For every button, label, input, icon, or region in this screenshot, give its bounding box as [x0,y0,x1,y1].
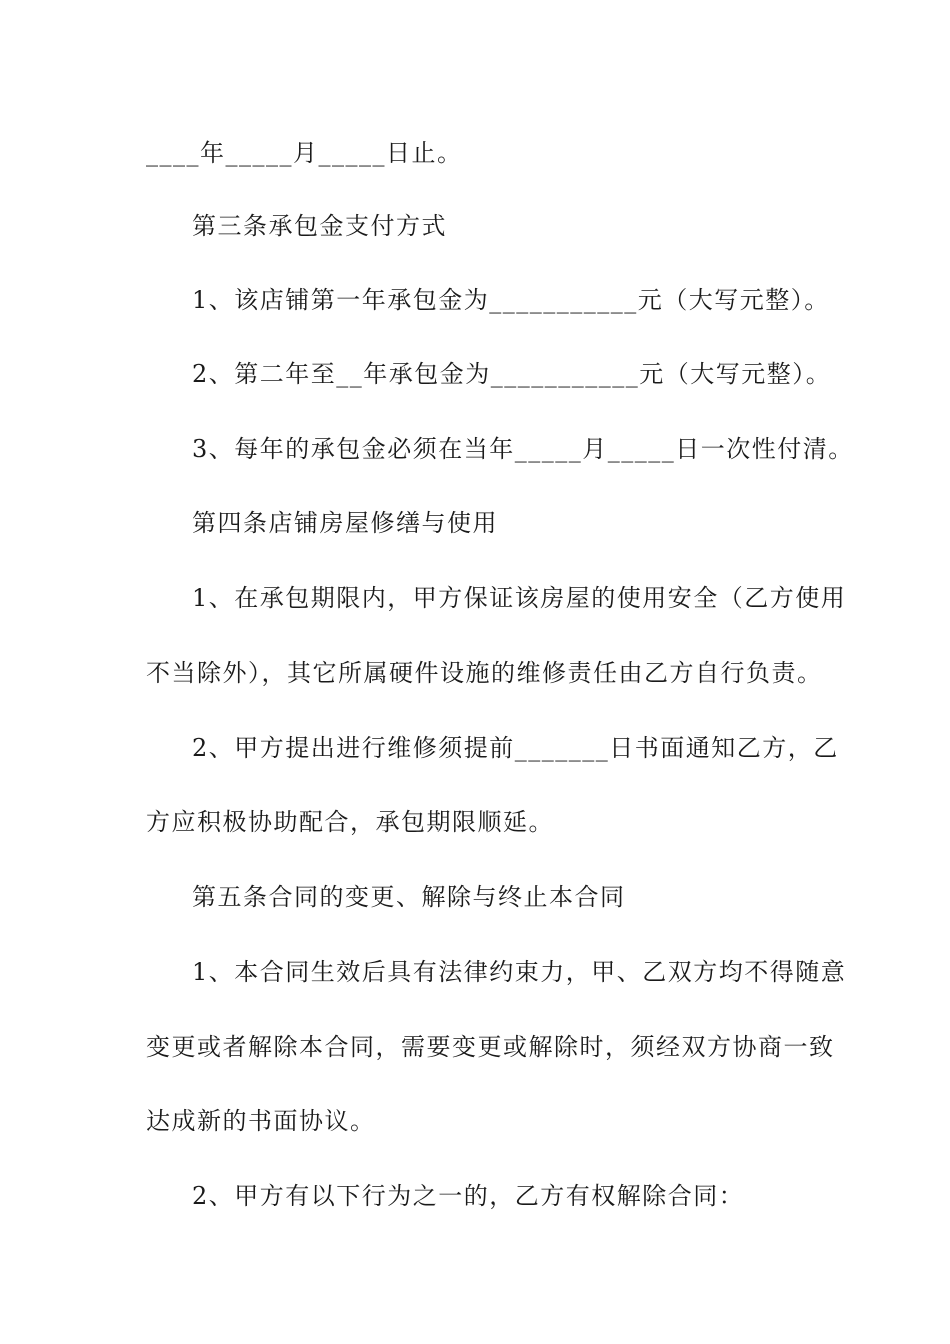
text-line-end-date: ____年_____月_____日止。 [146,139,463,167]
clause-3-1: 1、该店铺第一年承包金为___________元（大写元整）。 [192,286,830,314]
section-heading-4: 第四条店铺房屋修缮与使用 [192,509,498,537]
clause-5-2: 2、甲方有以下行为之一的，乙方有权解除合同： [192,1182,745,1210]
clause-3-2: 2、第二年至__年承包金为___________元（大写元整）。 [192,360,832,388]
clause-4-2-cont: 方应积极协助配合，承包期限顺延。 [146,808,554,836]
clause-5-1-cont: 变更或者解除本合同，需要变更或解除时，须经双方协商一致 [146,1033,835,1061]
clause-4-2: 2、甲方提出进行维修须提前_______日书面通知乙方，乙 [192,734,839,762]
clause-4-1-cont: 不当除外），其它所属硬件设施的维修责任由乙方自行负责。 [146,659,823,687]
clause-5-1-cont-2: 达成新的书面协议。 [146,1107,376,1135]
clause-5-1: 1、本合同生效后具有法律约束力，甲、乙双方均不得随意 [192,958,847,986]
clause-4-1: 1、在承包期限内，甲方保证该房屋的使用安全（乙方使用 [192,584,847,612]
section-heading-5: 第五条合同的变更、解除与终止本合同 [192,883,626,911]
section-heading-3: 第三条承包金支付方式 [192,212,447,240]
clause-3-3: 3、每年的承包金必须在当年_____月_____日一次性付清。 [192,435,854,463]
